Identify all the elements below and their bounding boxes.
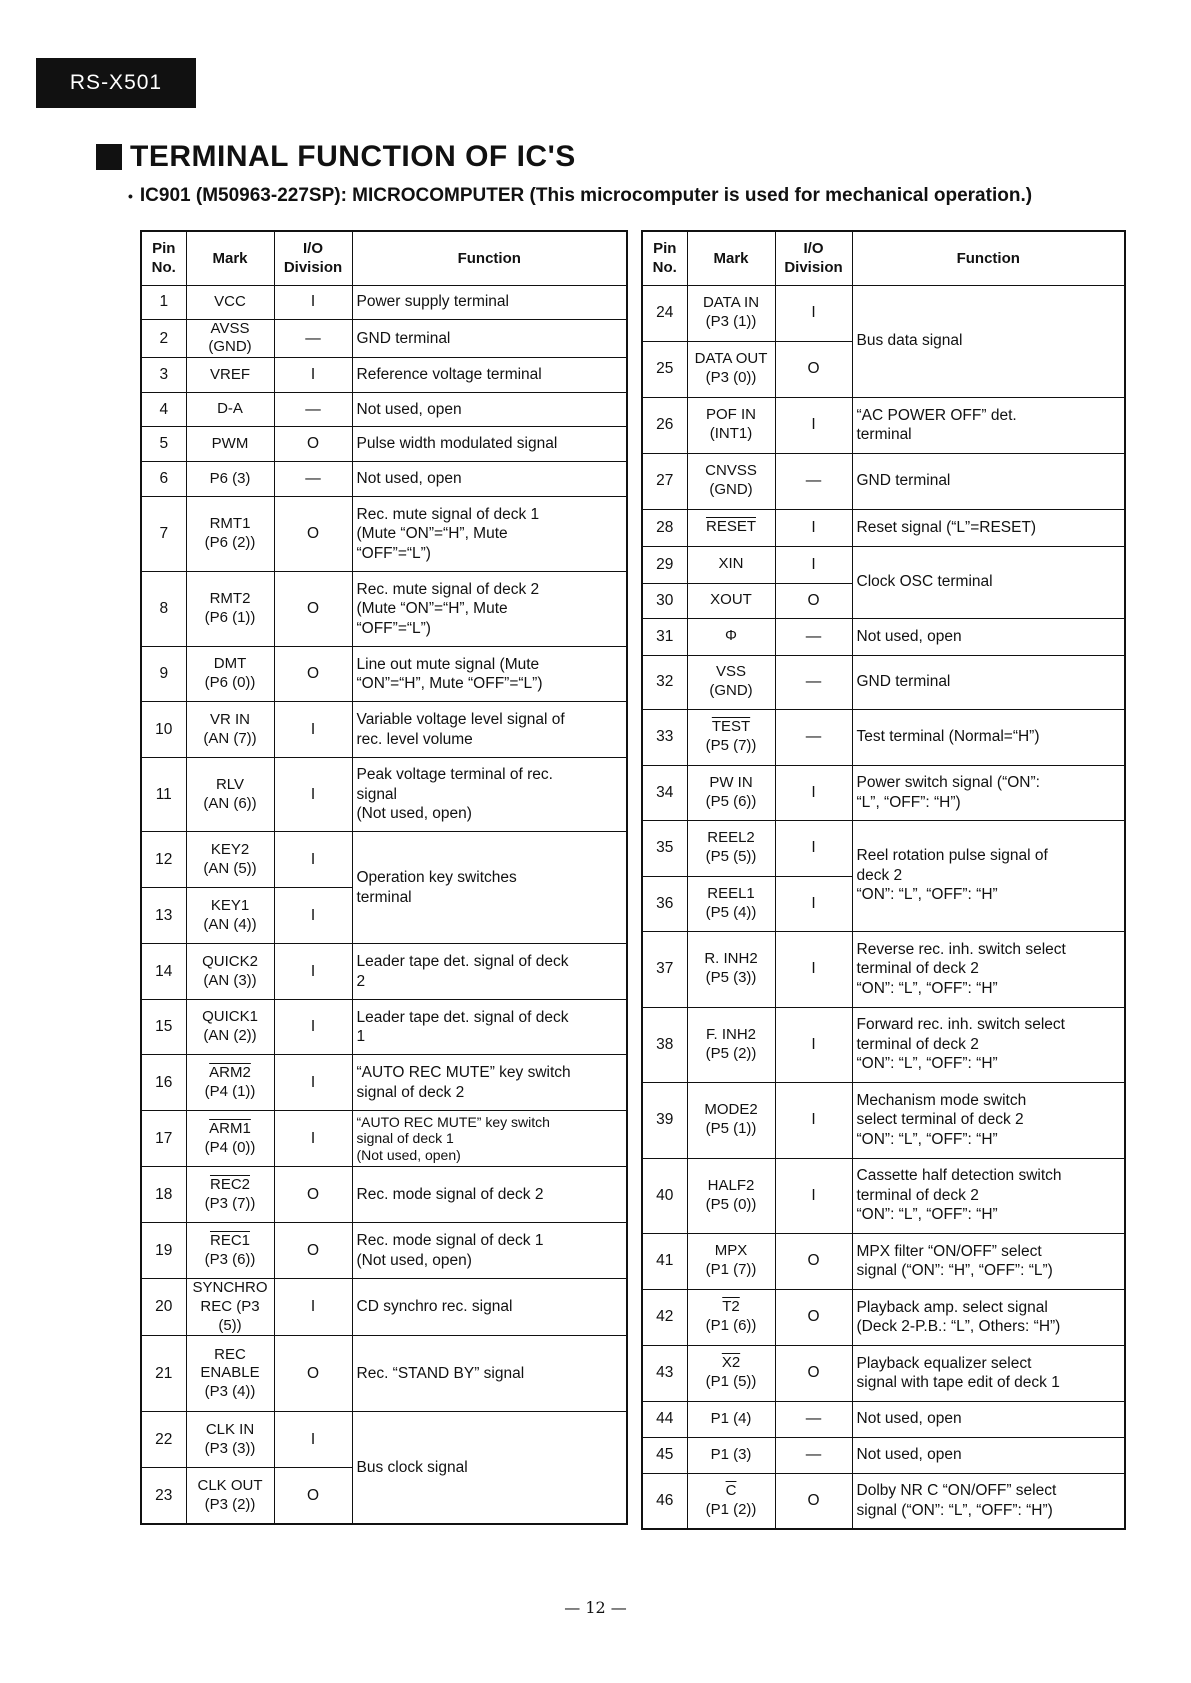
pin-no: 11 (141, 758, 186, 832)
table-row (141, 462, 627, 497)
pin-no: 19 (141, 1223, 186, 1279)
pin-no: 21 (141, 1336, 186, 1412)
pin-mark: D-A (186, 393, 274, 427)
pin-io: O (274, 427, 352, 462)
pin-mark: T2 (P1 (6)) (687, 1289, 775, 1345)
pin-table-left (140, 230, 628, 1525)
table-row (642, 453, 1125, 509)
table-row (642, 1233, 1125, 1289)
table-row (141, 393, 627, 427)
table-row (642, 765, 1125, 820)
pin-mark: XIN (687, 546, 775, 583)
pin-no: 24 (642, 285, 687, 341)
pin-io: I (775, 876, 852, 931)
table-row (141, 1412, 627, 1468)
pin-mark: F. INH2 (P5 (2)) (687, 1007, 775, 1082)
table-row (141, 1167, 627, 1223)
pin-mark: ARM1 (P4 (0)) (186, 1111, 274, 1167)
pin-function: Not used, open (352, 462, 627, 497)
pin-mark: Φ (687, 618, 775, 655)
table-row (141, 702, 627, 758)
pin-mark: P1 (4) (687, 1401, 775, 1437)
pin-io: I (274, 832, 352, 888)
table-row (642, 931, 1125, 1007)
pin-mark: PW IN (P5 (6)) (687, 765, 775, 820)
pin-function: Power supply terminal (352, 285, 627, 319)
col-header-mark: Mark (687, 231, 775, 285)
pin-mark: MODE2 (P5 (1)) (687, 1082, 775, 1158)
pin-no: 12 (141, 832, 186, 888)
pin-io: O (775, 341, 852, 397)
pin-no: 27 (642, 453, 687, 509)
pin-no: 43 (642, 1345, 687, 1401)
pin-mark: CLK OUT (P3 (2)) (186, 1468, 274, 1524)
pin-function: Pulse width modulated signal (352, 427, 627, 462)
pin-no: 7 (141, 497, 186, 572)
pin-io: O (775, 1289, 852, 1345)
pin-io: I (274, 358, 352, 393)
table-row (141, 832, 627, 888)
pin-function: CD synchro rec. signal (352, 1279, 627, 1336)
pin-io: I (274, 888, 352, 944)
pin-function: MPX filter “ON/OFF” select signal (“ON”: “H”, “OFF”: “L”) (852, 1233, 1125, 1289)
pin-no: 8 (141, 572, 186, 647)
pin-no: 35 (642, 820, 687, 876)
table-header-row (642, 231, 1125, 285)
pin-function: Not used, open (352, 393, 627, 427)
pin-no: 37 (642, 931, 687, 1007)
pin-mark: REC ENABLE (P3 (4)) (186, 1336, 274, 1412)
bullet-icon: • (128, 188, 133, 204)
pin-mark: PWM (186, 427, 274, 462)
table-row (642, 509, 1125, 546)
pin-mark: QUICK2 (AN (3)) (186, 944, 274, 1000)
pin-function: GND terminal (852, 453, 1125, 509)
table-row (141, 1336, 627, 1412)
pin-io: I (274, 1000, 352, 1055)
pin-no: 15 (141, 1000, 186, 1055)
pin-function: Rec. mute signal of deck 2 (Mute “ON”=“H”, Mute “OFF”=“L”) (352, 572, 627, 647)
pin-mark: AVSS (GND) (186, 319, 274, 358)
pin-io: I (775, 1158, 852, 1233)
pin-function: GND terminal (852, 655, 1125, 709)
pin-function: Not used, open (852, 1401, 1125, 1437)
pin-io: I (274, 285, 352, 319)
model-label: RS-X501 (69, 71, 163, 94)
pin-no: 26 (642, 397, 687, 453)
table-row (141, 319, 627, 358)
table-row (141, 1000, 627, 1055)
col-header-pin: Pin No. (141, 231, 186, 285)
pin-no: 44 (642, 1401, 687, 1437)
table-row (642, 655, 1125, 709)
table-header-row (141, 231, 627, 285)
table-row (141, 1111, 627, 1167)
pin-mark: VR IN (AN (7)) (186, 702, 274, 758)
table-row (141, 285, 627, 319)
pin-function: Not used, open (852, 618, 1125, 655)
pin-io: O (775, 1473, 852, 1529)
pin-io: — (775, 655, 852, 709)
pin-mark: HALF2 (P5 (0)) (687, 1158, 775, 1233)
table-row (141, 1223, 627, 1279)
table-row (642, 397, 1125, 453)
table-row (642, 1473, 1125, 1529)
pin-no: 13 (141, 888, 186, 944)
pin-function: Line out mute signal (Mute “ON”=“H”, Mute “OFF”=“L”) (352, 647, 627, 702)
pin-io: I (775, 285, 852, 341)
pin-no: 20 (141, 1279, 186, 1336)
table-row (642, 1289, 1125, 1345)
pin-function: Playback amp. select signal (Deck 2-P.B.: “L”, Others: “H”) (852, 1289, 1125, 1345)
pin-io: O (274, 1223, 352, 1279)
pin-io: — (274, 319, 352, 358)
pin-mark: R. INH2 (P5 (3)) (687, 931, 775, 1007)
col-header-io: I/O Division (274, 231, 352, 285)
table-row (642, 1158, 1125, 1233)
pin-function: Reverse rec. inh. switch select terminal of deck 2 “ON”: “L”, “OFF”: “H” (852, 931, 1125, 1007)
pin-mark: DATA IN (P3 (1)) (687, 285, 775, 341)
table-row (141, 572, 627, 647)
pin-no: 46 (642, 1473, 687, 1529)
pin-mark: KEY1 (AN (4)) (186, 888, 274, 944)
pin-io: I (274, 702, 352, 758)
pin-function: Reel rotation pulse signal of deck 2 “ON”: “L”, “OFF”: “H” (852, 820, 1125, 931)
col-header-io: I/O Division (775, 231, 852, 285)
model-badge (36, 58, 196, 108)
pin-mark: RMT2 (P6 (1)) (186, 572, 274, 647)
pin-io: I (775, 509, 852, 546)
pin-function: Reset signal (“L”=RESET) (852, 509, 1125, 546)
pin-no: 23 (141, 1468, 186, 1524)
col-header-mark: Mark (186, 231, 274, 285)
pin-function: Peak voltage terminal of rec. signal (Not used, open) (352, 758, 627, 832)
table-row (642, 820, 1125, 876)
pin-mark: DMT (P6 (0)) (186, 647, 274, 702)
pin-function: Dolby NR C “ON/OFF” select signal (“ON”: “L”, “OFF”: “H”) (852, 1473, 1125, 1529)
pin-mark: X2 (P1 (5)) (687, 1345, 775, 1401)
pin-mark: TEST (P5 (7)) (687, 709, 775, 765)
pin-mark: SYNCHRO REC (P3 (5)) (186, 1279, 274, 1336)
pin-mark: REC1 (P3 (6)) (186, 1223, 274, 1279)
pin-function: Bus data signal (852, 285, 1125, 397)
pin-no: 4 (141, 393, 186, 427)
pin-function: Operation key switches terminal (352, 832, 627, 944)
pin-mark: CNVSS (GND) (687, 453, 775, 509)
pin-mark: RMT1 (P6 (2)) (186, 497, 274, 572)
ic-subtitle-text: IC901 (M50963-227SP): MICROCOMPUTER (This microcomputer is used for mechanical operation.) (139, 185, 1033, 206)
pin-io: I (274, 1279, 352, 1336)
pin-function: Reference voltage terminal (352, 358, 627, 393)
pin-function: Cassette half detection switch terminal of deck 2 “ON”: “L”, “OFF”: “H” (852, 1158, 1125, 1233)
pin-no: 42 (642, 1289, 687, 1345)
pin-no: 32 (642, 655, 687, 709)
pin-function: Not used, open (852, 1437, 1125, 1473)
pin-io: — (274, 393, 352, 427)
pin-io: I (775, 820, 852, 876)
table-row (141, 358, 627, 393)
table-row (141, 1055, 627, 1111)
pin-function: Rec. mute signal of deck 1 (Mute “ON”=“H”, Mute “OFF”=“L”) (352, 497, 627, 572)
table-row (141, 647, 627, 702)
pin-io: I (274, 944, 352, 1000)
pin-io: — (775, 453, 852, 509)
table-row (141, 944, 627, 1000)
pin-no: 41 (642, 1233, 687, 1289)
pin-no: 10 (141, 702, 186, 758)
table-row (642, 546, 1125, 583)
table-row (642, 709, 1125, 765)
pin-mark: DATA OUT (P3 (0)) (687, 341, 775, 397)
pin-mark: MPX (P1 (7)) (687, 1233, 775, 1289)
pin-function: Leader tape det. signal of deck 2 (352, 944, 627, 1000)
pin-io: I (274, 1412, 352, 1468)
pin-no: 31 (642, 618, 687, 655)
pin-no: 34 (642, 765, 687, 820)
table-row (642, 1437, 1125, 1473)
pin-io: — (775, 618, 852, 655)
pin-function: Playback equalizer select signal with tape edit of deck 1 (852, 1345, 1125, 1401)
table-row (141, 427, 627, 462)
pin-function: Test terminal (Normal=“H”) (852, 709, 1125, 765)
pin-mark: QUICK1 (AN (2)) (186, 1000, 274, 1055)
pin-function: Rec. mode signal of deck 1 (Not used, open) (352, 1223, 627, 1279)
col-header-function: Function (852, 231, 1125, 285)
pin-io: I (274, 1111, 352, 1167)
pin-table-right (641, 230, 1126, 1530)
pin-io: O (274, 1336, 352, 1412)
pin-mark: P6 (3) (186, 462, 274, 497)
pin-io: I (775, 765, 852, 820)
pin-function: Forward rec. inh. switch select terminal of deck 2 “ON”: “L”, “OFF”: “H” (852, 1007, 1125, 1082)
pin-no: 39 (642, 1082, 687, 1158)
pin-function: GND terminal (352, 319, 627, 358)
section-title-text: TERMINAL FUNCTION OF IC'S (130, 140, 576, 173)
pin-no: 18 (141, 1167, 186, 1223)
pin-no: 30 (642, 583, 687, 618)
pin-no: 14 (141, 944, 186, 1000)
pin-io: O (274, 1468, 352, 1524)
pin-no: 38 (642, 1007, 687, 1082)
pin-function: Variable voltage level signal of rec. level volume (352, 702, 627, 758)
pin-no: 36 (642, 876, 687, 931)
pin-mark: VREF (186, 358, 274, 393)
pin-io: I (274, 758, 352, 832)
pin-mark: POF IN (INT1) (687, 397, 775, 453)
page-number: — 12 — (564, 1598, 627, 1617)
pin-io: O (274, 572, 352, 647)
ic-subtitle (128, 185, 1032, 207)
pin-io: I (775, 1082, 852, 1158)
pin-mark: RESET (687, 509, 775, 546)
pin-mark: KEY2 (AN (5)) (186, 832, 274, 888)
pin-function: Bus clock signal (352, 1412, 627, 1524)
pin-mark: REEL1 (P5 (4)) (687, 876, 775, 931)
pin-function: “AC POWER OFF” det. terminal (852, 397, 1125, 453)
table-row (141, 758, 627, 832)
pin-function: Mechanism mode switch select terminal of deck 2 “ON”: “L”, “OFF”: “H” (852, 1082, 1125, 1158)
pin-io: O (274, 1167, 352, 1223)
pin-io: O (274, 647, 352, 702)
pin-io: — (775, 1401, 852, 1437)
pin-io: I (775, 546, 852, 583)
pin-function: “AUTO REC MUTE” key switch signal of deck 2 (352, 1055, 627, 1111)
col-header-pin: Pin No. (642, 231, 687, 285)
pin-mark: $\overline{C}$ (P1 (2)) (687, 1473, 775, 1529)
pin-io: O (775, 583, 852, 618)
pin-function: Clock OSC terminal (852, 546, 1125, 618)
table-row (141, 497, 627, 572)
pin-io: O (775, 1233, 852, 1289)
pin-no: 25 (642, 341, 687, 397)
table-row (642, 618, 1125, 655)
pin-mark: REEL2 (P5 (5)) (687, 820, 775, 876)
pin-io: I (274, 1055, 352, 1111)
pin-mark: P1 (3) (687, 1437, 775, 1473)
pin-no: 9 (141, 647, 186, 702)
pin-io: — (775, 709, 852, 765)
pin-function: Rec. “STAND BY” signal (352, 1336, 627, 1412)
pin-no: 3 (141, 358, 186, 393)
pin-mark: ARM2 (P4 (1)) (186, 1055, 274, 1111)
table-row (642, 285, 1125, 341)
pin-no: 29 (642, 546, 687, 583)
col-header-function: Function (352, 231, 627, 285)
pin-io: I (775, 931, 852, 1007)
pin-no: 45 (642, 1437, 687, 1473)
pin-no: 33 (642, 709, 687, 765)
pin-mark: REC2 (P3 (7)) (186, 1167, 274, 1223)
pin-no: 5 (141, 427, 186, 462)
pin-no: 40 (642, 1158, 687, 1233)
pin-no: 28 (642, 509, 687, 546)
pin-io: O (274, 497, 352, 572)
pin-io: — (274, 462, 352, 497)
pin-no: 22 (141, 1412, 186, 1468)
table-row (642, 1007, 1125, 1082)
pin-no: 2 (141, 319, 186, 358)
pin-function: “AUTO REC MUTE” key switch signal of deck 1 (Not used, open) (352, 1111, 627, 1167)
pin-function: Rec. mode signal of deck 2 (352, 1167, 627, 1223)
table-row (141, 1279, 627, 1336)
pin-io: — (775, 1437, 852, 1473)
pin-mark: CLK IN (P3 (3)) (186, 1412, 274, 1468)
pin-io: I (775, 397, 852, 453)
section-title (96, 140, 576, 174)
section-square-icon (96, 144, 122, 170)
pin-mark: XOUT (687, 583, 775, 618)
pin-no: 1 (141, 285, 186, 319)
table-row (642, 1082, 1125, 1158)
pin-io: I (775, 1007, 852, 1082)
pin-no: 6 (141, 462, 186, 497)
pin-no: 17 (141, 1111, 186, 1167)
pin-no: 16 (141, 1055, 186, 1111)
pin-mark: VSS (GND) (687, 655, 775, 709)
pin-function: Power switch signal (“ON”: “L”, “OFF”: “H”) (852, 765, 1125, 820)
pin-mark: VCC (186, 285, 274, 319)
pin-mark: RLV (AN (6)) (186, 758, 274, 832)
table-row (642, 1345, 1125, 1401)
pin-function: Leader tape det. signal of deck 1 (352, 1000, 627, 1055)
table-row (642, 1401, 1125, 1437)
pin-io: O (775, 1345, 852, 1401)
